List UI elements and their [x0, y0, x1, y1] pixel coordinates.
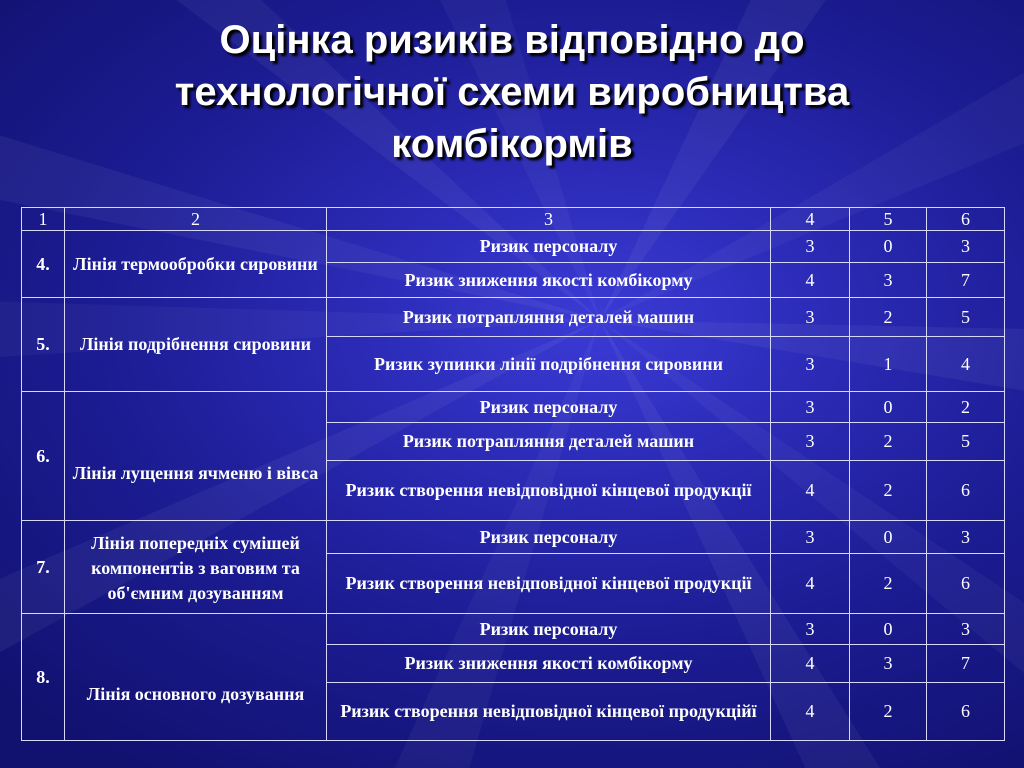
risk-name: Ризик створення невідповідної кінцевої продукції	[327, 554, 771, 614]
table-row	[22, 614, 1005, 645]
risk-name: Ризик персоналу	[327, 231, 771, 263]
header-row	[22, 208, 1005, 231]
risk-name: Ризик створення невідповідної кінцевої продукції	[327, 461, 771, 521]
row-number: 5.	[22, 298, 65, 392]
value-col5: 2	[850, 683, 927, 741]
table-row	[22, 521, 1005, 554]
line-name: Лінія попередніх сумішей компонентів з ваговим та об'ємним дозуванням	[65, 521, 327, 614]
value-col6: 5	[927, 298, 1005, 337]
risk-name: Ризик зниження якості комбікорму	[327, 263, 771, 298]
value-col4: 3	[771, 423, 850, 461]
table-row	[22, 298, 1005, 337]
value-col4: 3	[771, 614, 850, 645]
value-col4: 3	[771, 521, 850, 554]
value-col5: 2	[850, 298, 927, 337]
header-cell: 4	[771, 208, 850, 231]
header-cell: 6	[927, 208, 1005, 231]
value-col5: 0	[850, 231, 927, 263]
value-col5: 0	[850, 614, 927, 645]
risk-name: Ризик створення невідповідної кінцевої продукційї	[327, 683, 771, 741]
value-col4: 3	[771, 231, 850, 263]
row-number: 4.	[22, 231, 65, 298]
value-col5: 2	[850, 423, 927, 461]
value-col5: 0	[850, 392, 927, 423]
value-col5: 2	[850, 554, 927, 614]
header-cell: 2	[65, 208, 327, 231]
table-row	[22, 392, 1005, 423]
line-name: Лінія лущення ячменю і вівса	[65, 392, 327, 521]
risk-name: Ризик потрапляння деталей машин	[327, 298, 771, 337]
value-col4: 3	[771, 392, 850, 423]
risk-name: Ризик персоналу	[327, 392, 771, 423]
value-col4: 3	[771, 298, 850, 337]
title-line-1: Оцінка ризиків відповідно до	[219, 18, 805, 62]
header-cell: 5	[850, 208, 927, 231]
line-name: Лінія термообробки сировини	[65, 231, 327, 298]
value-col5: 1	[850, 337, 927, 392]
line-name: Лінія основного дозування	[65, 614, 327, 741]
value-col5: 3	[850, 645, 927, 683]
value-col6: 7	[927, 263, 1005, 298]
title-line-2: технологічної схеми виробництва	[174, 70, 850, 114]
row-number: 6.	[22, 392, 65, 521]
risk-name: Ризик персоналу	[327, 614, 771, 645]
risk-table	[21, 207, 1005, 741]
risk-name: Ризик зупинки лінії подрібнення сировини	[327, 337, 771, 392]
value-col6: 6	[927, 461, 1005, 521]
value-col4: 4	[771, 554, 850, 614]
value-col6: 4	[927, 337, 1005, 392]
risk-name: Ризик зниження якості комбікорму	[327, 645, 771, 683]
risk-name: Ризик персоналу	[327, 521, 771, 554]
value-col6: 2	[927, 392, 1005, 423]
value-col6: 7	[927, 645, 1005, 683]
value-col6: 5	[927, 423, 1005, 461]
value-col5: 2	[850, 461, 927, 521]
value-col6: 3	[927, 231, 1005, 263]
value-col6: 6	[927, 683, 1005, 741]
value-col4: 4	[771, 645, 850, 683]
value-col6: 3	[927, 614, 1005, 645]
value-col4: 3	[771, 337, 850, 392]
title-line-3: комбікормів	[391, 122, 633, 166]
value-col4: 4	[771, 461, 850, 521]
value-col4: 4	[771, 683, 850, 741]
value-col6: 6	[927, 554, 1005, 614]
value-col4: 4	[771, 263, 850, 298]
risk-name: Ризик потрапляння деталей машин	[327, 423, 771, 461]
value-col5: 3	[850, 263, 927, 298]
header-cell: 3	[327, 208, 771, 231]
row-number: 7.	[22, 521, 65, 614]
table-row	[22, 231, 1005, 263]
line-name: Лінія подрібнення сировини	[65, 298, 327, 392]
value-col6: 3	[927, 521, 1005, 554]
row-number: 8.	[22, 614, 65, 741]
slide-title	[40, 14, 984, 170]
header-cell: 1	[22, 208, 65, 231]
value-col5: 0	[850, 521, 927, 554]
